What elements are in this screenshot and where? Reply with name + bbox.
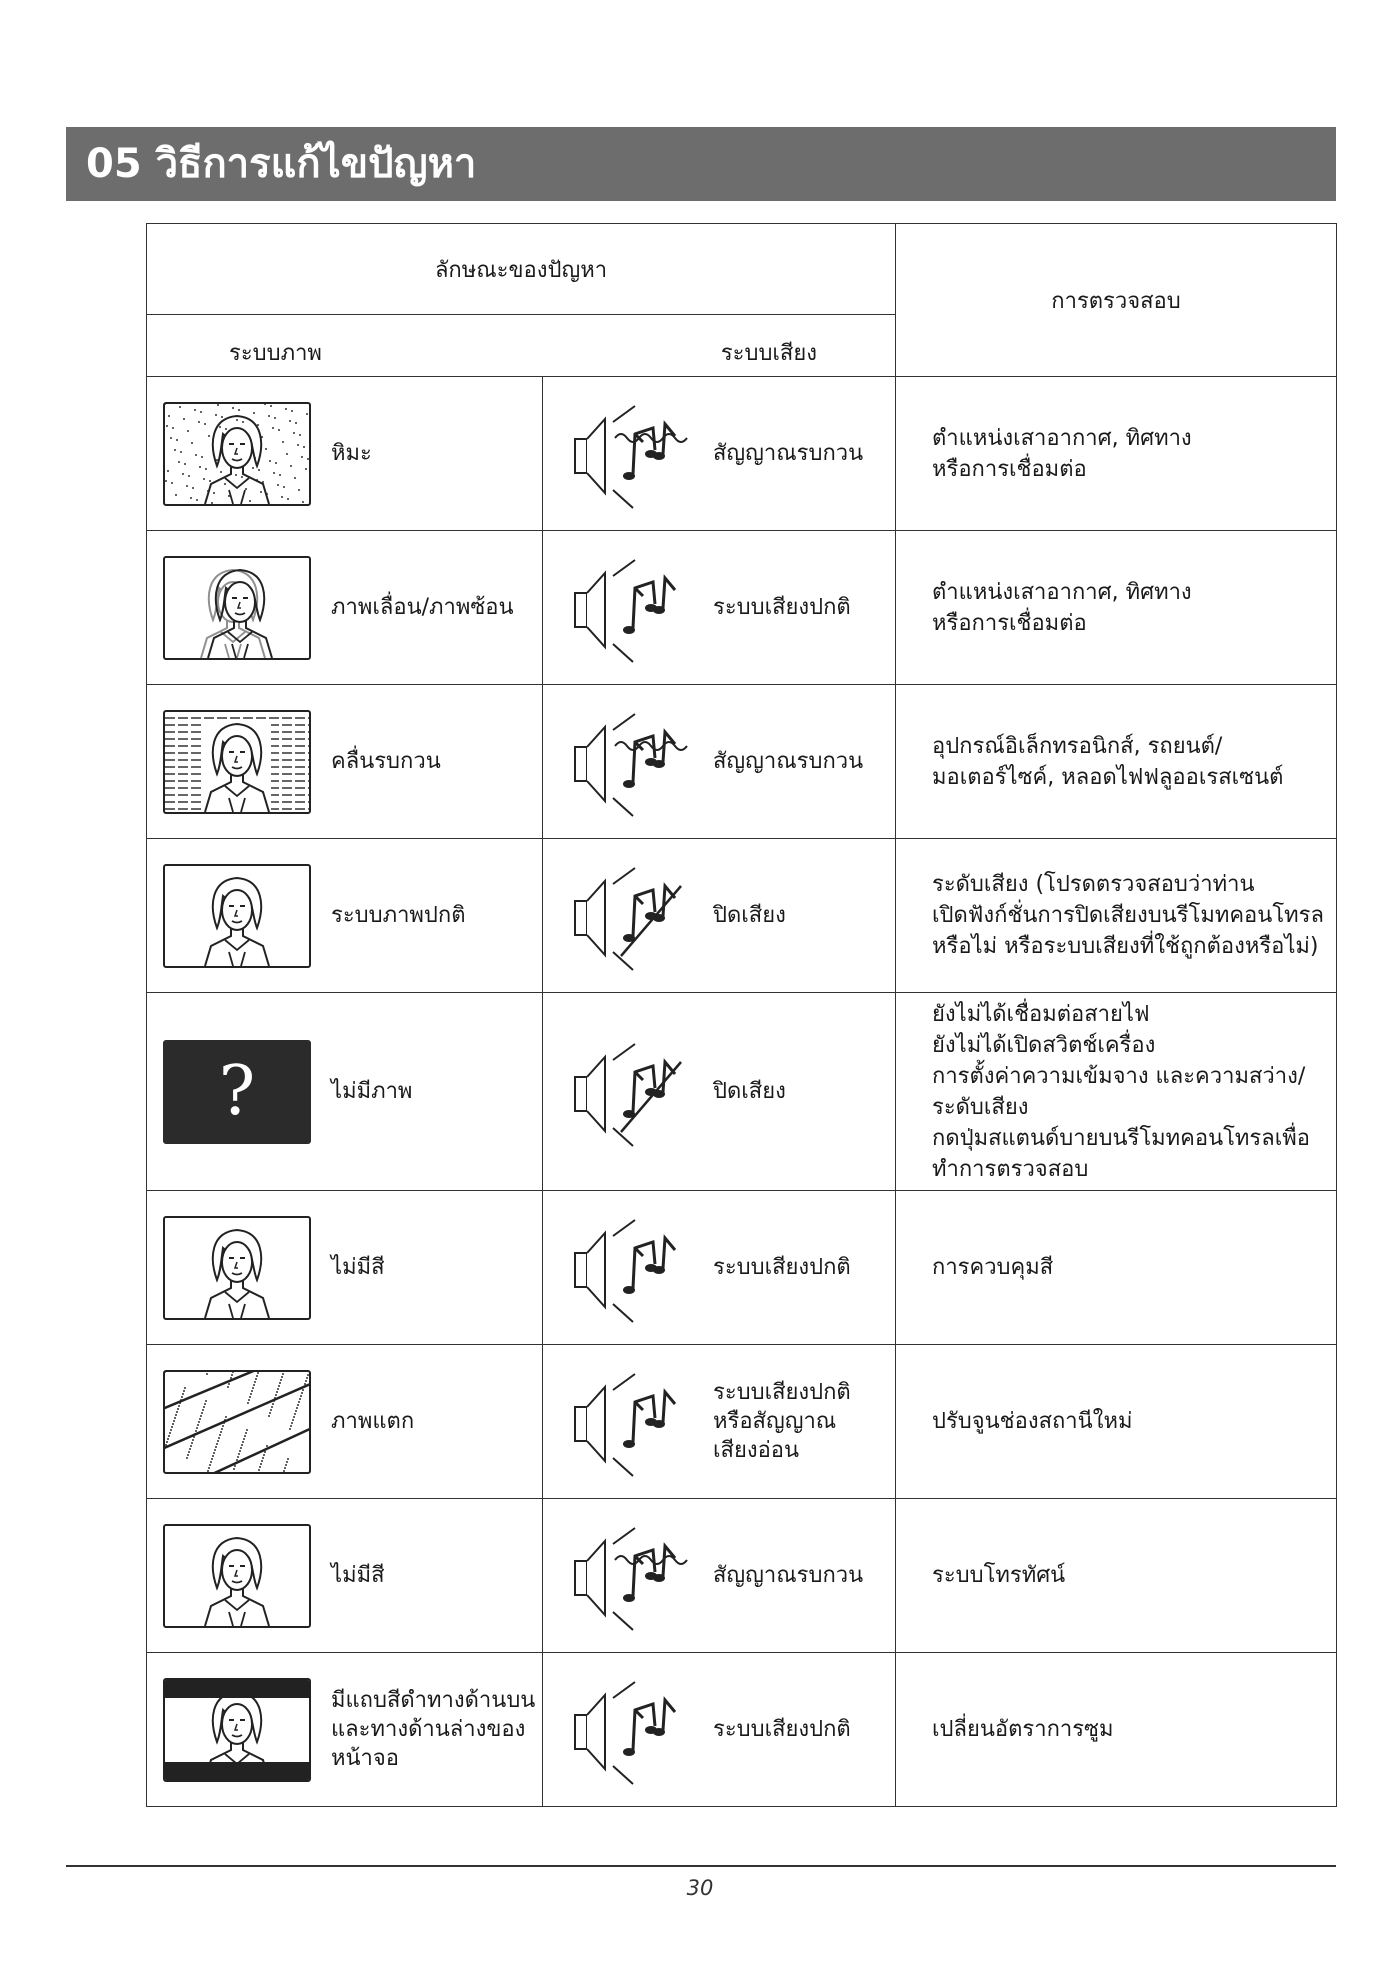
picture-cell: [147, 531, 543, 685]
normal-sound-icon: [563, 1670, 713, 1790]
picture-symptom-line: มีแถบสีดำทางด้านบน: [331, 1688, 536, 1713]
mute-sound-icon: [563, 1032, 713, 1152]
section-title: 05 วิธีการแก้ไขปัญหา: [66, 127, 1336, 201]
check-line: หรือไม่ หรือระบบเสียงที่ใช้ถูกต้องหรือไม่): [932, 934, 1319, 959]
picture-cell: [147, 993, 543, 1191]
sound-symptom-line: เสียงอ่อน: [713, 1438, 800, 1463]
table-row: [147, 1653, 1337, 1807]
sound-symptom-line: ปิดเสียง: [713, 1079, 786, 1104]
check-line: การตั้งค่าความเข้มจาง และความสว่าง/: [932, 1063, 1306, 1089]
ghost-face-icon: [163, 556, 311, 660]
table-row: [147, 1499, 1337, 1653]
sound-symptom: [713, 1253, 851, 1282]
picture-cell: [147, 1191, 543, 1345]
sound-symptom: [713, 747, 863, 776]
check-line: ระบบโทรทัศน์: [932, 1563, 1066, 1588]
noise-sound-icon: [563, 702, 713, 822]
picture-symptom-line: หน้าจอ: [331, 1746, 399, 1771]
sound-symptom: [713, 439, 863, 468]
check-cell: [896, 839, 1337, 993]
check-line: อุปกรณ์อิเล็กทรอนิกส์, รถยนต์/: [932, 733, 1223, 759]
sound-symptom-line: สัญญาณรบกวน: [713, 1563, 864, 1588]
check-line: การควบคุมสี: [932, 1255, 1054, 1280]
sound-cell: [543, 993, 896, 1191]
sound-symptom: [713, 593, 851, 622]
picture-cell: [147, 839, 543, 993]
sound-cell: [543, 839, 896, 993]
sound-symptom-line: ระบบเสียงปกติ: [713, 1380, 851, 1405]
check-line: ระดับเสียง (โปรดตรวจสอบว่าท่าน: [932, 872, 1255, 897]
sound-symptom-line: ปิดเสียง: [713, 903, 786, 928]
sound-symptom: [713, 1378, 851, 1465]
check-cell: [896, 685, 1337, 839]
sound-symptom: [713, 1077, 786, 1106]
sound-cell: [543, 1499, 896, 1653]
sound-symptom: [713, 1715, 851, 1744]
normal-sound-icon: [563, 1362, 713, 1482]
check-line: หรือการเชื่อมต่อ: [932, 610, 1087, 636]
check-line: เปลี่ยนอัตราการซูม: [932, 1717, 1114, 1742]
check-header: การตรวจสอบ: [896, 224, 1337, 377]
sound-symptom-line: ระบบเสียงปกติ: [713, 1255, 851, 1280]
sound-cell: [543, 685, 896, 839]
check-cell: [896, 1191, 1337, 1345]
check-cell: [896, 1345, 1337, 1499]
picture-symptom: ระบบภาพปกติ: [331, 903, 466, 928]
troubleshooting-table: [146, 223, 1337, 1807]
page-number: 30: [686, 1876, 714, 1900]
sub-header-row: [147, 315, 896, 377]
noise-sound-icon: [563, 1516, 713, 1636]
picture-cell: [147, 377, 543, 531]
picture-symptom: ภาพเลื่อน/ภาพซ้อน: [331, 595, 514, 620]
sound-symptom-line: สัญญาณรบกวน: [713, 441, 864, 466]
check-cell: [896, 1499, 1337, 1653]
check-line: หรือการเชื่อมต่อ: [932, 456, 1087, 482]
snow-face-icon: [163, 402, 311, 506]
check-cell: [896, 531, 1337, 685]
check-line: ระดับเสียง: [932, 1094, 1029, 1120]
check-line: ตำแหน่งเสาอากาศ, ทิศทาง: [932, 425, 1192, 451]
picture-cell: [147, 1653, 543, 1807]
normal-face-icon: [163, 1216, 311, 1320]
table-row: [147, 993, 1337, 1191]
table-row: [147, 377, 1337, 531]
footer-rule: [66, 1865, 1336, 1867]
sound-cell: [543, 1653, 896, 1807]
normal-face-icon: [163, 864, 311, 968]
picture-symptom: ภาพแตก: [331, 1409, 415, 1434]
question-mark-glyph: ?: [218, 1051, 256, 1131]
no-picture-icon: [163, 1040, 311, 1144]
sound-cell: [543, 531, 896, 685]
check-line: ปรับจูนช่องสถานีใหม่: [932, 1409, 1133, 1434]
sound-symptom-line: ระบบเสียงปกติ: [713, 595, 851, 620]
picture-symptom: หิมะ: [331, 441, 372, 466]
check-cell: [896, 377, 1337, 531]
sound-symptom-line: ระบบเสียงปกติ: [713, 1717, 851, 1742]
picture-symptom-line: และทางด้านล่างของ: [331, 1717, 526, 1742]
picture-cell: [147, 685, 543, 839]
check-line: ยังไม่ได้เชื่อมต่อสายไฟ: [932, 1001, 1150, 1027]
sound-symptom-line: หรือสัญญาณ: [713, 1409, 837, 1434]
broken-picture-icon: [163, 1370, 311, 1474]
check-line: มอเตอร์ไซค์, หลอดไฟฟลูออเรสเซนต์: [932, 764, 1284, 790]
sound-header: ระบบเสียง: [720, 341, 817, 366]
sound-symptom-line: สัญญาณรบกวน: [713, 749, 864, 774]
table-row: [147, 839, 1337, 993]
table-row: [147, 1191, 1337, 1345]
sound-symptom: [713, 901, 786, 930]
letterbox-face-icon: [163, 1678, 311, 1782]
check-line: ทำการตรวจสอบ: [932, 1156, 1089, 1182]
normal-face-icon: [163, 1524, 311, 1628]
picture-symptom: [331, 1686, 535, 1773]
sound-cell: [543, 1191, 896, 1345]
picture-symptom: ไม่มีสี: [331, 1563, 385, 1588]
picture-cell: [147, 1345, 543, 1499]
interference-face-icon: [163, 710, 311, 814]
normal-sound-icon: [563, 548, 713, 668]
sound-cell: [543, 1345, 896, 1499]
check-cell: [896, 1653, 1337, 1807]
check-line: ตำแหน่งเสาอากาศ, ทิศทาง: [932, 579, 1192, 605]
symptom-header: ลักษณะของปัญหา: [147, 224, 896, 315]
check-cell: [896, 993, 1337, 1191]
check-line: ยังไม่ได้เปิดสวิตช์เครื่อง: [932, 1032, 1156, 1058]
mute-sound-icon: [563, 856, 713, 976]
noise-sound-icon: [563, 394, 713, 514]
sound-symptom: [713, 1561, 863, 1590]
picture-header: ระบบภาพ: [229, 341, 322, 366]
picture-cell: [147, 1499, 543, 1653]
sound-cell: [543, 377, 896, 531]
picture-symptom: ไม่มีภาพ: [331, 1079, 413, 1104]
check-line: เปิดฟังก์ชั่นการปิดเสียงบนรีโมทคอนโทรล: [932, 903, 1324, 928]
table-row: [147, 685, 1337, 839]
check-line: กดปุ่มสแตนด์บายบนรีโมทคอนโทรลเพื่อ: [932, 1125, 1310, 1151]
normal-sound-icon: [563, 1208, 713, 1328]
picture-symptom: ไม่มีสี: [331, 1255, 385, 1280]
table-row: [147, 531, 1337, 685]
table-row: [147, 1345, 1337, 1499]
picture-symptom: คลื่นรบกวน: [331, 749, 441, 774]
